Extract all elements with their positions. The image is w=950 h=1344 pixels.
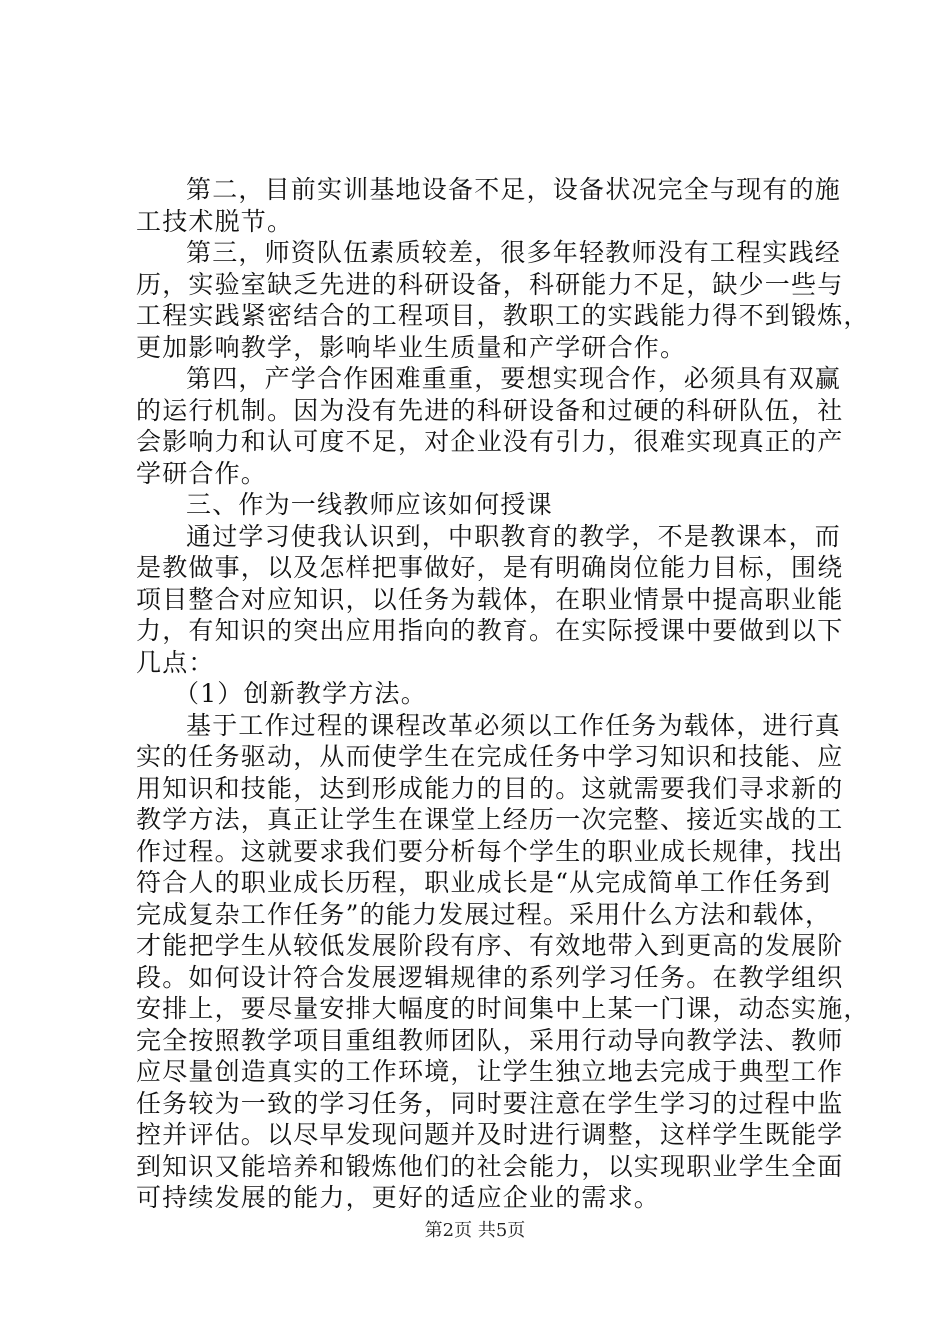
paragraph-line: 可持续发展的能力，更好的适应企业的需求。 (136, 1183, 661, 1212)
paragraph-line: 作过程。这就要求我们要分析每个学生的职业成长规律，找出 (136, 836, 844, 866)
paragraph-line: 项目整合对应知识，以任务为载体，在职业情景中提高职业能 (136, 584, 844, 614)
paragraph-line: 历，实验室缺乏先进的科研设备，科研能力不足，缺少一些与 (136, 269, 844, 299)
paragraph-line: 符合人的职业成长历程，职业成长是“从完成简单工作任务到 (136, 868, 832, 897)
paragraph-line: 第三，师资队伍素质较差，很多年轻教师没有工程实践经 (186, 238, 842, 267)
paragraph-line: 工技术脱节。 (136, 206, 294, 236)
paragraph-line: 用知识和技能，达到形成能力的目的。这就需要我们寻求新的 (136, 773, 844, 803)
section-heading: 三、作为一线教师应该如何授课 (186, 490, 553, 519)
paragraph-line: 段。如何设计符合发展逻辑规律的系列学习任务。在教学组织 (136, 962, 844, 992)
paragraph-line: 到知识又能培养和锻炼他们的社会能力，以实现职业学生全面 (136, 1151, 844, 1181)
paragraph-line: 力，有知识的突出应用指向的教育。在实际授课中要做到以下 (136, 616, 844, 645)
paragraph-line: 控并评估。以尽早发现问题并及时进行调整，这样学生既能学 (136, 1120, 844, 1149)
paragraph-line: 学研合作。 (136, 458, 268, 488)
subsection-heading: （1）创新教学方法。 (174, 679, 427, 708)
paragraph-line: 会影响力和认可度不足，对企业没有引力，很难实现真正的产 (136, 427, 844, 456)
paragraph-line: 任务较为一致的学习任务，同时要注意在学生学习的过程中监 (136, 1088, 844, 1118)
paragraph-line: 工程实践紧密结合的工程项目，教职工的实践能力得不到锻炼， (136, 301, 870, 330)
paragraph-line: 几点： (136, 647, 215, 677)
paragraph-line: 应尽量创造真实的工作环境，让学生独立地去完成于典型工作 (136, 1057, 844, 1086)
paragraph-line: 才能把学生从较低发展阶段有序、有效地带入到更高的发展阶 (136, 931, 844, 960)
paragraph-line: 更加影响教学，影响毕业生质量和产学研合作。 (136, 332, 687, 362)
paragraph-line: 教学方法，真正让学生在课堂上经历一次完整、接近实战的工 (136, 805, 844, 834)
paragraph-line: 实的任务驱动，从而使学生在完成任务中学习知识和技能、应 (136, 742, 844, 771)
paragraph-line: 基于工作过程的课程改革必须以工作任务为载体，进行真 (186, 710, 842, 740)
paragraph-line: 第二，目前实训基地设备不足，设备状况完全与现有的施 (186, 175, 842, 204)
paragraph-line: 安排上，要尽量安排大幅度的时间集中上某一门课，动态实施， (136, 994, 870, 1023)
paragraph-line: 的运行机制。因为没有先进的科研设备和过硬的科研队伍，社 (136, 395, 844, 425)
paragraph-line: 完成复杂工作任务”的能力发展过程。采用什么方法和载体， (136, 899, 832, 929)
paragraph-line: 通过学习使我认识到，中职教育的教学，不是教课本，而 (186, 521, 842, 551)
document-body (136, 174, 870, 1214)
paragraph-line: 第四，产学合作困难重重，要想实现合作，必须具有双赢 (186, 364, 842, 393)
paragraph-line: 是教做事，以及怎样把事做好，是有明确岗位能力目标，围绕 (136, 553, 844, 582)
page-number-footer: 第2页 共5页 (424, 1220, 526, 1241)
paragraph-line: 完全按照教学项目重组教师团队，采用行动导向教学法、教师 (136, 1025, 844, 1055)
